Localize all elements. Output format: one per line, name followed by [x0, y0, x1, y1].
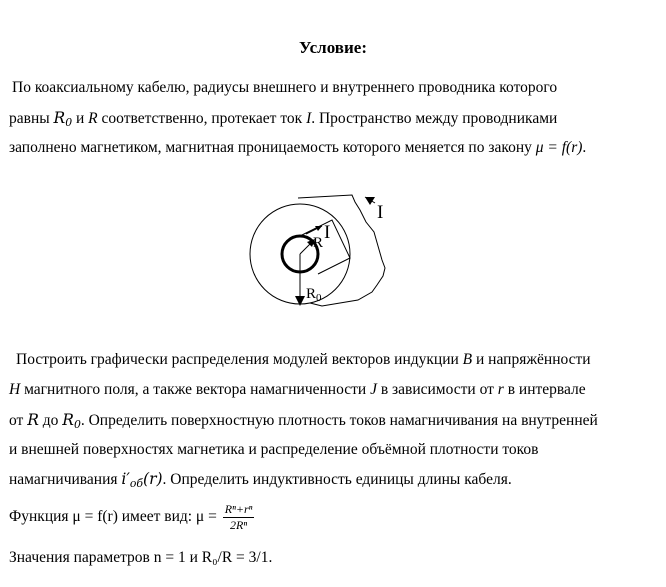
label-I-inner: I	[324, 222, 331, 243]
para2-line5: намагничивания $i'_{об}(r)$. Определить индуктивность единицы длины кабеля.	[9, 470, 512, 490]
para2-line1: Построить графически распределения модулей векторов индукции B и напряжённости	[16, 351, 591, 368]
function-fraction: $\frac{\text{Rⁿ+rⁿ}}{\text{2Rⁿ}}$	[224, 502, 253, 532]
para2-line2: H магнитного поля, а также вектора намагниченности J в зависимости от r в интервале	[9, 381, 586, 398]
label-R0: $R_0$	[306, 286, 322, 304]
condition-heading: Условие:	[299, 38, 367, 57]
label-R: R	[313, 235, 324, 251]
para2-line3: от R до $R_0$. Определить поверхностную плотность токов намагничивания на внутренней	[9, 411, 598, 431]
function-line: Функция μ = f(r) имеет вид: μ = $\frac{\text{Rⁿ+rⁿ}}{\text{2Rⁿ}}$	[9, 502, 253, 532]
para1-line1: По коаксиальному кабелю, радиусы внешнего и внутреннего проводника которого	[12, 79, 558, 96]
para1-line2: равны $R_0$ и R соответственно, протекает ток I. Пространство между проводниками	[9, 109, 558, 129]
label-I-outer: I	[377, 202, 384, 223]
para1-line3: заполнено магнетиком, магнитная проницаемость которого меняется по закону μ = f(r).	[9, 139, 587, 156]
para2-line4: и внешней поверхностях магнетика и распределение объёмной плотности токов	[9, 441, 539, 458]
parameters-line: Значения параметров n = 1 и R₀/R = 3/1.	[9, 549, 273, 566]
coaxial-cable-figure	[240, 190, 410, 315]
outer-current-arrowhead	[365, 197, 375, 205]
